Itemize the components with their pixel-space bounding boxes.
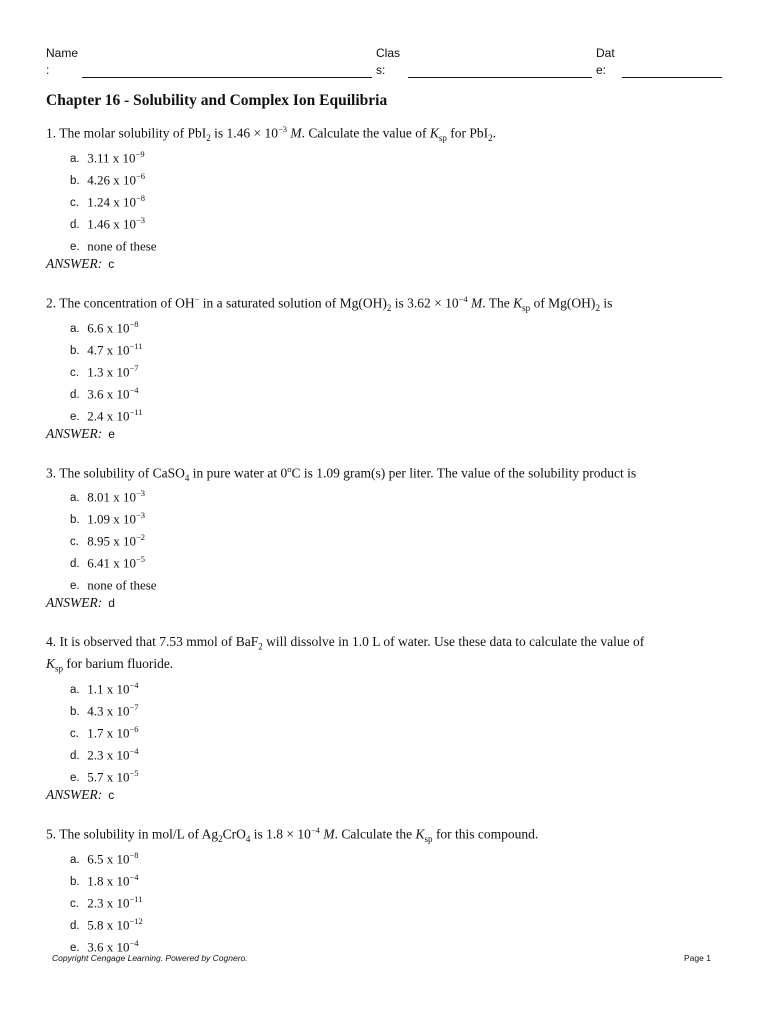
answer-1: ANSWER: c [46, 256, 115, 271]
option: d. 5.8 x $10^{-12}$ [70, 916, 143, 933]
option: e. none of these [70, 238, 157, 254]
option: e. none of these [70, 577, 157, 593]
option: c. 1.7 x $10^{-6}$ [70, 724, 139, 741]
option: c. 1.3 x $10^{-7}$ [70, 363, 139, 380]
date-field-line [622, 77, 722, 78]
question-2-options [70, 313, 142, 423]
option: d. 6.41 x $10^{-5}$ [70, 554, 146, 571]
answer-4: ANSWER: c [46, 787, 115, 802]
question-5-options [70, 844, 143, 954]
name-field-line [82, 77, 372, 78]
option: b. 4.7 x $10^{-11}$ [70, 341, 143, 358]
option: e. 5.7 x $10^{-5}$ [70, 768, 139, 785]
question-1-options [70, 143, 157, 253]
option: a. 8.01 x $10^{-3}$ [70, 488, 146, 505]
option: a. 6.6 x $10^{-8}$ [70, 319, 139, 336]
question-1: 1. The molar solubility of PbI$_2$ is $1.46 \times 10^{-3}$ M. Calculate the value of $K_{sp}$ for PbI$_2$. [46, 124, 497, 144]
question-4: 4. It is observed that 7.53 mmol of BaF$_2$ will dissolve in 1.0 L of water. Use these data to calculate the value of [46, 634, 645, 652]
footer-page-number: Page 1 [684, 953, 711, 963]
class-label-colon: s: [376, 63, 386, 77]
question-4-options [70, 674, 139, 784]
answer-3: ANSWER: d [46, 595, 115, 610]
name-label: Name [46, 46, 79, 60]
class-label: Clas [376, 46, 401, 60]
option: c. 1.24 x $10^{-8}$ [70, 193, 146, 210]
option: c. 8.95 x $10^{-2}$ [70, 532, 146, 549]
option: d. 2.3 x $10^{-4}$ [70, 746, 139, 763]
date-label: Dat [596, 46, 615, 60]
question-2: 2. The concentration of OH− in a saturated solution of $Mg(OH)_2$ is $3.62 \times 10^{-4}$ M. The $K_{sp}$ of $Mg(OH)_2$ is [46, 294, 613, 314]
option: b. 4.3 x $10^{-7}$ [70, 702, 139, 719]
option: a. 1.1 x $10^{-4}$ [70, 680, 139, 697]
option: c. 2.3 x $10^{-11}$ [70, 894, 143, 911]
option: a. 6.5 x $10^{-8}$ [70, 850, 139, 867]
option: b. 1.8 x $10^{-4}$ [70, 872, 139, 889]
option: e. 2.4 x $10^{-11}$ [70, 407, 143, 424]
date-label-colon: e: [596, 63, 607, 77]
option: e. 3.6 x $10^{-4}$ [70, 938, 139, 955]
footer-copyright: Copyright Cengage Learning. Powered by Cognero. [52, 953, 248, 963]
question-5: 5. The solubility in mol/L of $Ag_2CrO_4$ is $1.8 \times 10^{-4}$ M. Calculate the $K_{sp}$ for this compound. [46, 825, 539, 845]
chapter-title: Chapter 16 - Solubility and Complex Ion Equilibria [46, 92, 388, 109]
option: d. 1.46 x $10^{-3}$ [70, 215, 146, 232]
question-3-options [70, 482, 157, 592]
class-field-line [408, 77, 592, 78]
option: b. 1.09 x $10^{-3}$ [70, 510, 146, 527]
question-3: 3. The solubility of CaSO$_4$ in pure water at 0$^o$C is 1.09 gram(s) per liter. The value of the solubility product is [46, 464, 637, 484]
name-label-colon: : [46, 63, 50, 77]
question-4-continued: $K_{sp}$ for barium fluoride. [46, 656, 174, 674]
option: a. 3.11 x $10^{-9}$ [70, 149, 145, 166]
option: d. 3.6 x $10^{-4}$ [70, 385, 139, 402]
answer-2: ANSWER: e [46, 426, 115, 441]
option: b. 4.26 x $10^{-6}$ [70, 171, 146, 188]
